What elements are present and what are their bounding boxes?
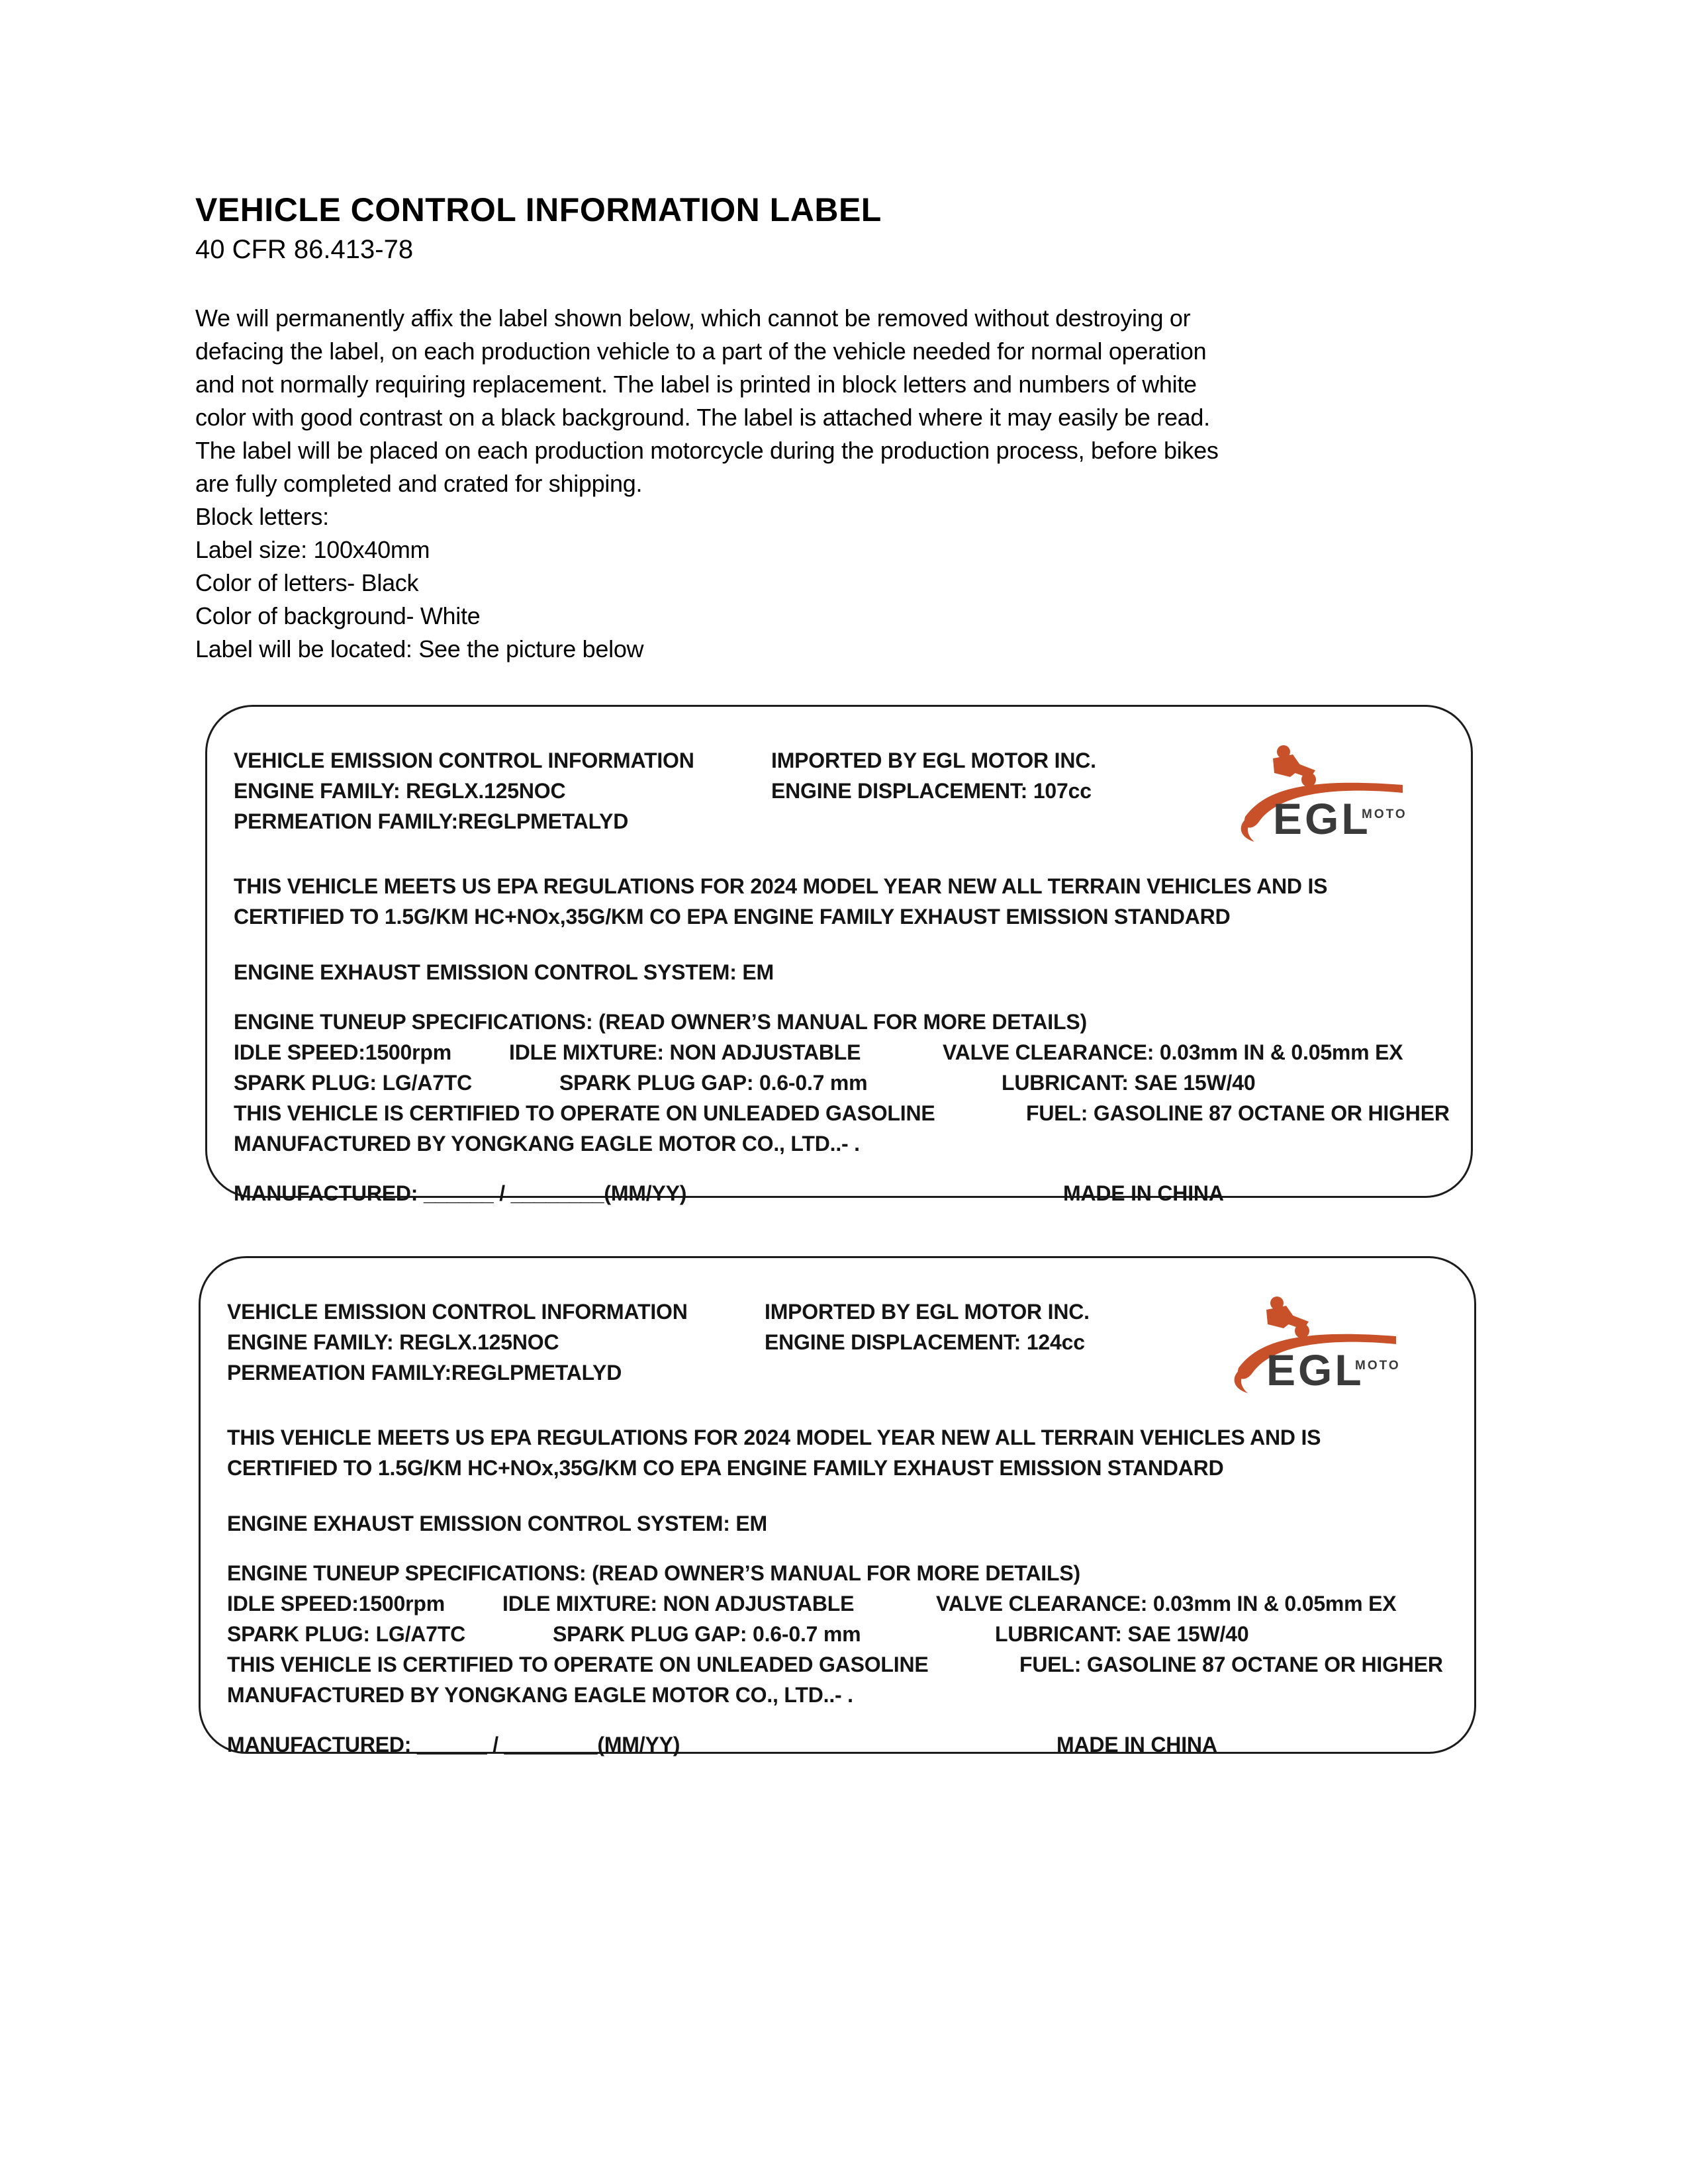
idle-speed: IDLE SPEED:1500rpm xyxy=(227,1592,445,1615)
logo-wheel xyxy=(1301,772,1316,787)
imported-by: IMPORTED BY EGL MOTOR INC. xyxy=(771,749,1096,772)
body-line: Label size: 100x40mm xyxy=(195,536,430,563)
body-line: are fully completed and crated for shipping. xyxy=(195,470,643,497)
engine-family: ENGINE FAMILY: REGLX.125NOC xyxy=(234,779,566,803)
lubricant: LUBRICANT: SAE 15W/40 xyxy=(1002,1071,1256,1095)
egl-moto-logo xyxy=(1228,1289,1401,1396)
spark-plug-gap: SPARK PLUG GAP: 0.6-0.7 mm xyxy=(553,1622,861,1646)
epa-statement xyxy=(234,871,1454,932)
fuel-spec: FUEL: GASOLINE 87 OCTANE OR HIGHER xyxy=(1019,1653,1443,1676)
body-line: Label will be located: See the picture below xyxy=(195,635,644,662)
epa-line: CERTIFIED TO 1.5G/KM HC+NOx,35G/KM CO EPA ENGINE FAMILY EXHAUST EMISSION STANDARD xyxy=(234,905,1231,929)
imported-by: IMPORTED BY EGL MOTOR INC. xyxy=(765,1300,1090,1324)
label-footer xyxy=(234,1178,1454,1208)
tuneup-specs xyxy=(227,1558,1458,1710)
label-header-title: VEHICLE EMISSION CONTROL INFORMATION xyxy=(227,1300,688,1324)
unleaded-statement: THIS VEHICLE IS CERTIFIED TO OPERATE ON UNLEADED GASOLINE xyxy=(234,1101,935,1125)
body-line: The label will be placed on each production motorcycle during the production process, before bikes xyxy=(195,437,1219,464)
manufactured-date-line: MANUFACTURED: ______ / ________(MM/YY) xyxy=(234,1181,687,1205)
permeation-family: PERMEATION FAMILY:REGLPMETALYD xyxy=(234,809,629,833)
spark-plug-gap: SPARK PLUG GAP: 0.6-0.7 mm xyxy=(559,1071,868,1095)
body-line: color with good contrast on a black background. The label is attached where it may easily be read. xyxy=(195,404,1210,431)
unleaded-statement: THIS VEHICLE IS CERTIFIED TO OPERATE ON UNLEADED GASOLINE xyxy=(227,1653,929,1676)
epa-statement xyxy=(227,1422,1458,1483)
fuel-spec: FUEL: GASOLINE 87 OCTANE OR HIGHER xyxy=(1026,1101,1450,1125)
manufactured-date-line: MANUFACTURED: ______ / ________(MM/YY) xyxy=(227,1733,680,1756)
lubricant: LUBRICANT: SAE 15W/40 xyxy=(995,1622,1249,1646)
spark-plug: SPARK PLUG: LG/A7TC xyxy=(227,1622,466,1646)
page-title: VEHICLE CONTROL INFORMATION LABEL xyxy=(195,191,882,228)
made-in: MADE IN CHINA xyxy=(1056,1733,1217,1756)
label-footer xyxy=(227,1729,1458,1760)
body-line: We will permanently affix the label shown below, which cannot be removed without destroying or xyxy=(195,304,1191,332)
engine-displacement: ENGINE DISPLACEMENT: 124cc xyxy=(765,1330,1085,1354)
engine-displacement: ENGINE DISPLACEMENT: 107cc xyxy=(771,779,1092,803)
body-line: defacing the label, on each production vehicle to a part of the vehicle needed for normal operation xyxy=(195,338,1207,365)
emission-label-124cc xyxy=(199,1256,1476,1754)
body-text xyxy=(195,302,1219,666)
label-header-title: VEHICLE EMISSION CONTROL INFORMATION xyxy=(234,749,694,772)
idle-mixture: IDLE MIXTURE: NON ADJUSTABLE xyxy=(509,1040,861,1064)
egl-moto-logo xyxy=(1235,737,1408,844)
tuneup-specs xyxy=(234,1007,1454,1159)
manufactured-by: MANUFACTURED BY YONGKANG EAGLE MOTOR CO., LTD..- . xyxy=(227,1683,853,1707)
engine-family: ENGINE FAMILY: REGLX.125NOC xyxy=(227,1330,559,1354)
regulation-reference: 40 CFR 86.413-78 xyxy=(195,235,414,264)
logo-wheel xyxy=(1295,1324,1309,1338)
body-line: Color of background- White xyxy=(195,602,481,629)
body-line: Block letters: xyxy=(195,503,329,530)
valve-clearance: VALVE CLEARANCE: 0.03mm IN & 0.05mm EX xyxy=(943,1040,1403,1064)
epa-line: THIS VEHICLE MEETS US EPA REGULATIONS FOR 2024 MODEL YEAR NEW ALL TERRAIN VEHICLES AND IS xyxy=(234,874,1328,898)
epa-line: CERTIFIED TO 1.5G/KM HC+NOx,35G/KM CO EPA ENGINE FAMILY EXHAUST EMISSION STANDARD xyxy=(227,1456,1224,1480)
spark-plug: SPARK PLUG: LG/A7TC xyxy=(234,1071,473,1095)
tuneup-title: ENGINE TUNEUP SPECIFICATIONS: (READ OWNER’S MANUAL FOR MORE DETAILS) xyxy=(234,1010,1087,1034)
body-line: and not normally requiring replacement. The label is printed in block letters and numbers of white xyxy=(195,371,1197,398)
logo-sub-text: MOTO xyxy=(1355,1359,1401,1373)
permeation-family: PERMEATION FAMILY:REGLPMETALYD xyxy=(227,1361,622,1385)
manufactured-by: MANUFACTURED BY YONGKANG EAGLE MOTOR CO., LTD..- . xyxy=(234,1132,860,1156)
emission-label-107cc xyxy=(205,705,1473,1205)
valve-clearance: VALVE CLEARANCE: 0.03mm IN & 0.05mm EX xyxy=(936,1592,1397,1615)
control-system: ENGINE EXHAUST EMISSION CONTROL SYSTEM: EM xyxy=(234,960,774,984)
logo-brand-text: EGL xyxy=(1266,1345,1364,1394)
tuneup-title: ENGINE TUNEUP SPECIFICATIONS: (READ OWNER’S MANUAL FOR MORE DETAILS) xyxy=(227,1561,1080,1585)
control-system: ENGINE EXHAUST EMISSION CONTROL SYSTEM: EM xyxy=(227,1512,767,1535)
idle-mixture: IDLE MIXTURE: NON ADJUSTABLE xyxy=(502,1592,855,1615)
epa-line: THIS VEHICLE MEETS US EPA REGULATIONS FOR 2024 MODEL YEAR NEW ALL TERRAIN VEHICLES AND IS xyxy=(227,1426,1321,1449)
logo-sub-text: MOTO xyxy=(1362,807,1407,821)
body-line: Color of letters- Black xyxy=(195,569,419,596)
idle-speed: IDLE SPEED:1500rpm xyxy=(234,1040,451,1064)
made-in: MADE IN CHINA xyxy=(1063,1181,1224,1205)
logo-brand-text: EGL xyxy=(1273,794,1371,843)
